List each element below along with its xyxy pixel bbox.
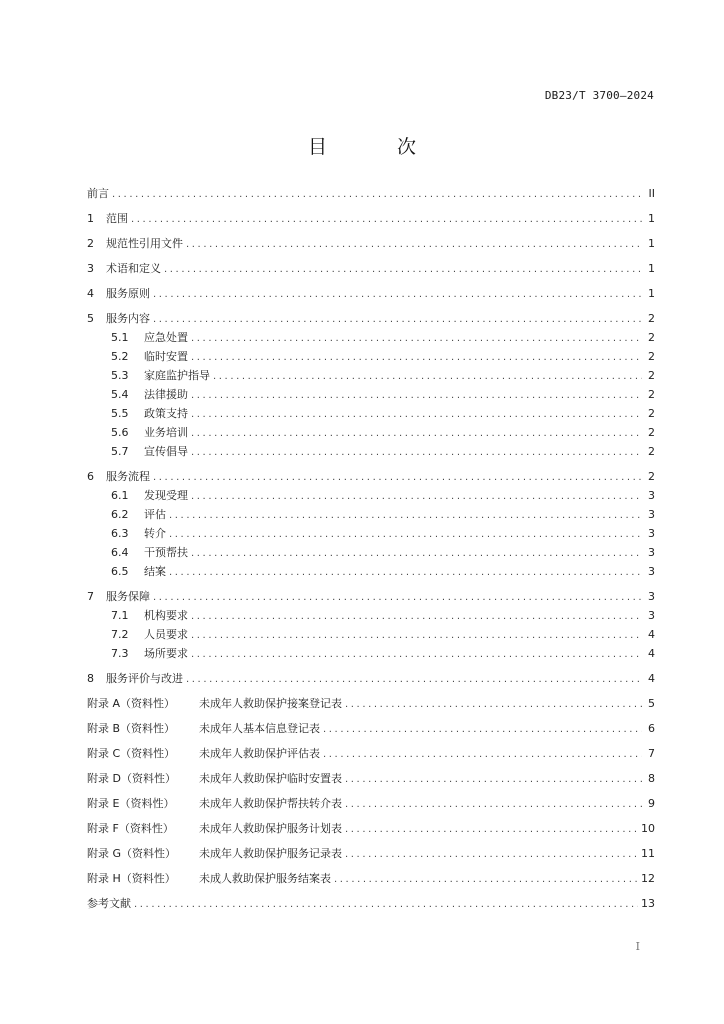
toc-entry-page: 6 [648,722,655,735]
toc-subentry[interactable] [87,489,655,504]
toc-entry-number: 6.2 [111,508,129,521]
toc-entry-number: 6.5 [111,565,129,578]
toc-entry-number: 4 [87,287,94,300]
toc-entry-page: 2 [648,388,655,401]
toc-entry-page: 2 [648,369,655,382]
appendix-title: 未成年人救助保护接案登记表 [199,697,342,710]
toc-entry-page: 3 [648,508,655,521]
toc-entry-number: 1 [87,212,94,225]
toc-entry-title: 前言 [87,187,109,200]
toc-leader [345,848,638,862]
toc-entry-number: 6.4 [111,546,129,559]
appendix-label: 附录 E（资料性） [87,797,175,810]
toc-leader [213,370,642,384]
toc-entry-title: 规范性引用文件 [106,237,183,250]
toc-subentry[interactable] [87,445,655,460]
toc-entry-number: 5.1 [111,331,129,344]
toc-leader [191,351,642,365]
toc-entry-page: 3 [648,565,655,578]
appendix-title: 未成年人救助保护服务计划表 [199,822,342,835]
toc-entry-number: 5 [87,312,94,325]
toc-subentry[interactable] [87,628,655,643]
toc-entry-number: 6.3 [111,527,129,540]
toc-entry-page: 3 [648,489,655,502]
toc-leader [191,389,642,403]
toc-appendix-entry[interactable] [87,697,655,712]
appendix-title: 未成年人救助保护评估表 [199,747,320,760]
toc-entry-page: 1 [648,287,655,300]
toc-subentry[interactable] [87,331,655,346]
toc-entry-title: 人员要求 [144,628,188,641]
appendix-label: 附录 C（资料性） [87,747,176,760]
toc-subentry[interactable] [87,647,655,662]
toc-entry-page: 5 [648,697,655,710]
toc-entry-title: 发现受理 [144,489,188,502]
toc-leader [345,823,638,837]
toc-entry-title: 政策支持 [144,407,188,420]
toc-entry[interactable] [87,470,655,485]
toc-entry[interactable] [87,262,655,277]
toc-entry-number: 7.2 [111,628,129,641]
toc-leader [153,471,642,485]
toc-entry-number: 5.6 [111,426,129,439]
toc-entry-title: 评估 [144,508,166,521]
toc-entry-page: 3 [648,527,655,540]
toc-subentry[interactable] [87,609,655,624]
toc-leader [191,648,642,662]
toc-entry-number: 5.7 [111,445,129,458]
appendix-label: 附录 H（资料性） [87,872,176,885]
toc-entry-page: 2 [648,331,655,344]
toc-subentry[interactable] [87,508,655,523]
footer-page-number: I [635,940,640,953]
toc-leader [334,873,638,887]
toc-entry-page: 4 [648,628,655,641]
toc-entry-page: 2 [648,407,655,420]
toc-entry[interactable] [87,212,655,227]
toc-entry-page: 3 [648,546,655,559]
toc-entry-number: 7.3 [111,647,129,660]
toc-entry[interactable] [87,590,655,605]
page-title: 目 次 [307,136,449,158]
appendix-title: 未成人救助保护服务结案表 [199,872,331,885]
toc-leader [186,673,642,687]
toc-entry-page: 7 [648,747,655,760]
toc-leader [153,288,642,302]
appendix-title: 未成年人救助保护服务记录表 [199,847,342,860]
toc-entry-page: 2 [648,470,655,483]
toc-entry[interactable] [87,672,655,687]
toc-subentry[interactable] [87,565,655,580]
toc-entry-title: 家庭监护指导 [144,369,210,382]
toc-entry-page: 3 [648,590,655,603]
toc-leader [191,490,642,504]
toc-entry-page: 4 [648,672,655,685]
toc-entry-page: 13 [641,897,655,910]
toc-leader [134,898,638,912]
toc-appendix-entry[interactable] [87,722,655,737]
toc-subentry[interactable] [87,350,655,365]
toc-entry-page: 2 [648,350,655,363]
toc-leader [112,188,642,202]
toc-appendix-entry[interactable] [87,772,655,787]
toc-leader [153,313,642,327]
toc-leader [191,610,642,624]
toc-leader [345,773,642,787]
appendix-label: 附录 F（资料性） [87,822,174,835]
document-code: DB23/T 3700—2024 [544,89,654,102]
toc-entry-title: 结案 [144,565,166,578]
toc-entry-page: 1 [648,212,655,225]
toc-entry-title: 临时安置 [144,350,188,363]
toc-entry-number: 3 [87,262,94,275]
table-of-contents [87,187,655,912]
toc-entry[interactable] [87,287,655,302]
toc-subentry[interactable] [87,388,655,403]
appendix-label: 附录 A（资料性） [87,697,176,710]
toc-leader [169,566,642,580]
toc-entry[interactable] [87,312,655,327]
toc-appendix-entry[interactable] [87,747,655,762]
toc-entry-page: 2 [648,312,655,325]
toc-entry-title: 应急处置 [144,331,188,344]
toc-leader [186,238,642,252]
toc-entry-page: 2 [648,445,655,458]
toc-entry-page: 1 [648,237,655,250]
appendix-label: 附录 G（资料性） [87,847,177,860]
toc-appendix-entry[interactable] [87,822,655,837]
toc-entry-title: 服务保障 [106,590,150,603]
toc-entry-page: 1 [648,262,655,275]
toc-leader [164,263,642,277]
appendix-title: 未成年人基本信息登记表 [199,722,320,735]
toc-subentry[interactable] [87,527,655,542]
toc-entry-page: 8 [648,772,655,785]
toc-leader [345,798,642,812]
toc-entry-page: 12 [641,872,655,885]
toc-leader [191,408,642,422]
references-title: 参考文献 [87,897,131,910]
toc-subentry[interactable] [87,407,655,422]
toc-entry-page: 10 [641,822,655,835]
appendix-title: 未成年人救助保护临时安置表 [199,772,342,785]
appendix-title: 未成年人救助保护帮扶转介表 [199,797,342,810]
toc-entry-page: 2 [648,426,655,439]
toc-entry-title: 服务评价与改进 [106,672,183,685]
toc-entry-title: 转介 [144,527,166,540]
toc-entry-title: 服务内容 [106,312,150,325]
appendix-label: 附录 D（资料性） [87,772,176,785]
toc-entry-title: 范围 [106,212,128,225]
toc-entry-title: 业务培训 [144,426,188,439]
toc-entry-number: 6.1 [111,489,129,502]
toc-entry-title: 术语和定义 [106,262,161,275]
toc-entry-title: 机构要求 [144,609,188,622]
appendix-label: 附录 B（资料性） [87,722,176,735]
toc-leader [191,547,642,561]
toc-entry-number: 5.2 [111,350,129,363]
toc-entry-title: 干预帮扶 [144,546,188,559]
toc-entry-number: 5.3 [111,369,129,382]
toc-leader [191,629,642,643]
toc-entry-number: 5.5 [111,407,129,420]
toc-entry-number: 7 [87,590,94,603]
toc-leader [323,748,642,762]
toc-leader [323,723,642,737]
toc-entry-title: 法律援助 [144,388,188,401]
toc-entry-title: 宣传倡导 [144,445,188,458]
toc-subentry[interactable] [87,546,655,561]
toc-entry-page: II [648,187,655,200]
toc-leader [169,528,642,542]
toc-leader [345,698,642,712]
toc-entry[interactable] [87,187,655,202]
toc-entry-number: 6 [87,470,94,483]
toc-leader [191,332,642,346]
toc-appendix-entry[interactable] [87,797,655,812]
toc-leader [153,591,642,605]
toc-appendix-entry[interactable] [87,872,655,887]
toc-leader [191,427,642,441]
toc-entry-number: 8 [87,672,94,685]
toc-leader [131,213,642,227]
toc-entry-page: 9 [648,797,655,810]
toc-entry-page: 3 [648,609,655,622]
toc-entry[interactable] [87,237,655,252]
toc-entry-number: 2 [87,237,94,250]
toc-entry-title: 服务原则 [106,287,150,300]
toc-subentry[interactable] [87,369,655,384]
toc-entry-number: 5.4 [111,388,129,401]
toc-leader [169,509,642,523]
toc-appendix-entry[interactable] [87,847,655,862]
toc-entry-title: 场所要求 [144,647,188,660]
toc-leader [191,446,642,460]
toc-references-entry[interactable] [87,897,655,912]
toc-entry-page: 4 [648,647,655,660]
toc-entry-title: 服务流程 [106,470,150,483]
toc-entry-page: 11 [641,847,655,860]
toc-subentry[interactable] [87,426,655,441]
toc-entry-number: 7.1 [111,609,129,622]
